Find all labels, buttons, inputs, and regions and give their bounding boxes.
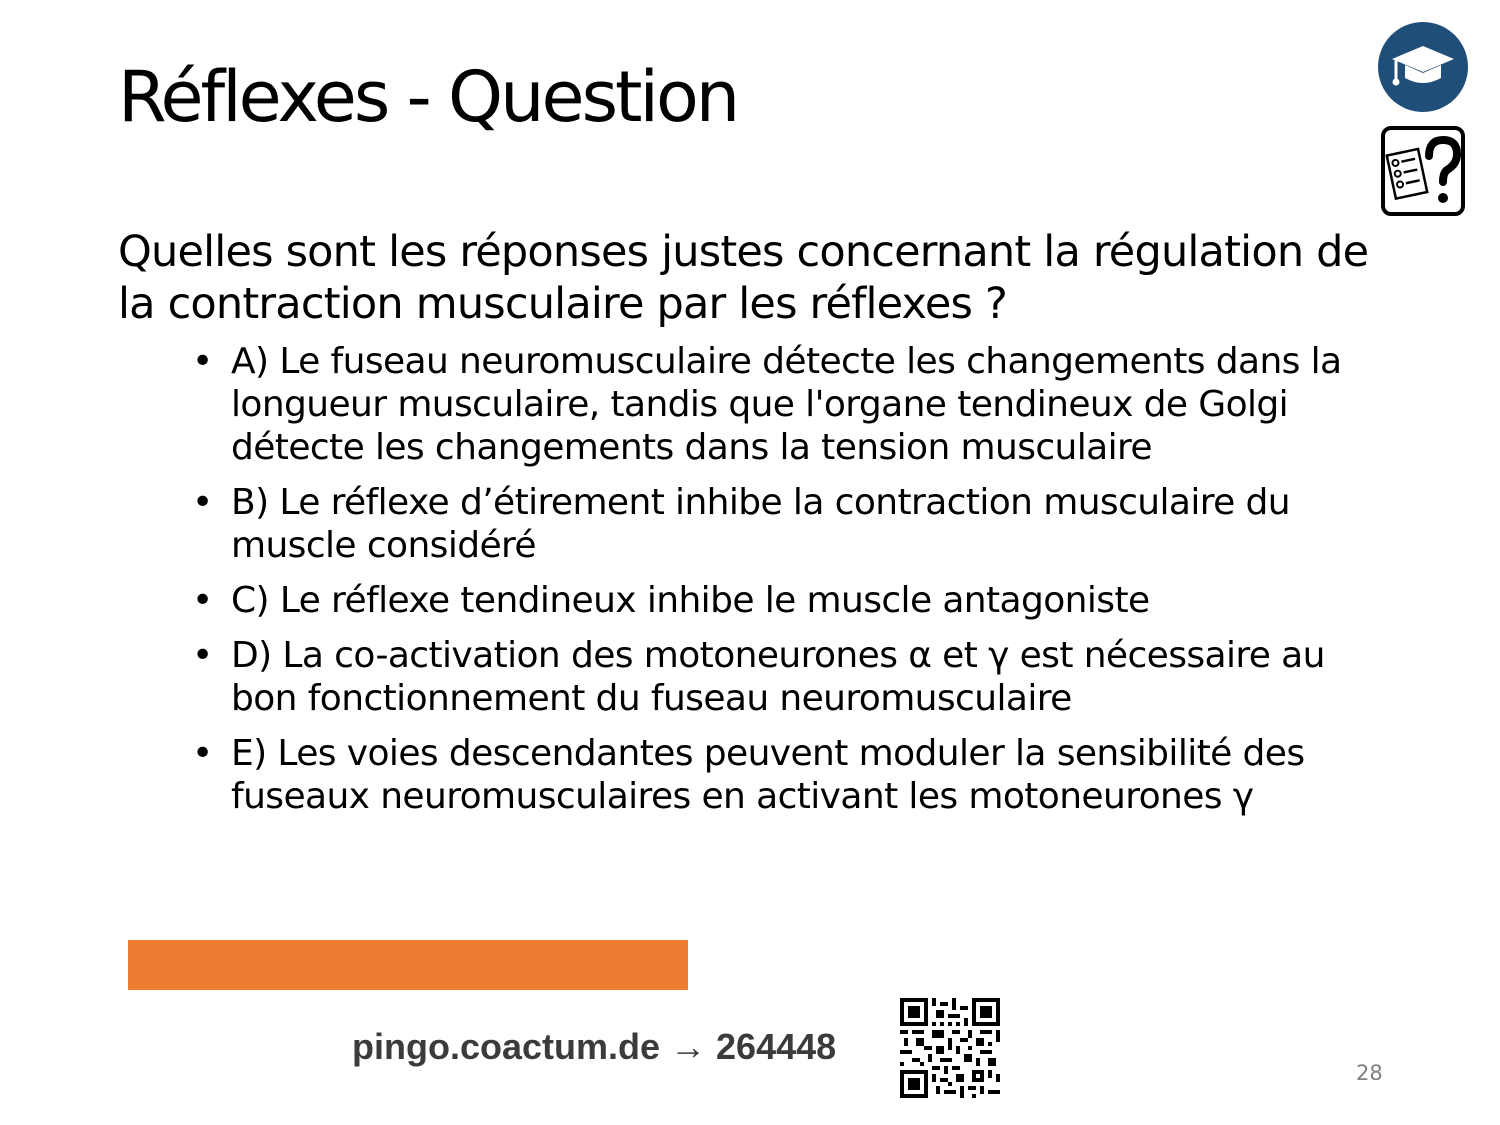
option-d-text: D) La co-activation des motoneurones α et γ est nécessaire au bon fonctionnement du fuseau neuromusculaire — [231, 635, 1325, 719]
option-a-text: A) Le fuseau neuromusculaire détecte les changements dans la longueur musculaire, tandis que l'organe tendineux de Golgi détecte les changements dans la tension musculaire — [231, 341, 1342, 468]
qr-code-icon — [900, 998, 1000, 1098]
bullet: • — [192, 341, 213, 382]
pingo-link-text: pingo.coactum.de → 264448 — [352, 1026, 837, 1067]
page-number: 28 — [1356, 1061, 1383, 1085]
bullet: • — [192, 482, 213, 523]
bullet: • — [192, 733, 213, 774]
option-e-text: E) Les voies descendantes peuvent moduler la sensibilité des fuseaux neuromusculaires en activant les motoneurones γ — [231, 733, 1305, 817]
graduation-cap-icon — [1378, 22, 1468, 112]
option-d — [190, 634, 1390, 720]
option-b — [190, 481, 1390, 567]
option-e — [190, 732, 1390, 818]
question-text: Quelles sont les réponses justes concernant la régulation de la contraction musculaire par les réflexes ? — [118, 227, 1369, 329]
answer-options-list — [190, 340, 1390, 830]
option-c-text: C) Le réflexe tendineux inhibe le muscle antagoniste — [231, 580, 1150, 621]
option-c — [190, 579, 1390, 622]
slide-title: Réflexes - Question — [118, 56, 738, 138]
option-b-text: B) Le réflexe d’étirement inhibe la contraction musculaire du muscle considéré — [231, 482, 1291, 566]
bullet: • — [192, 635, 213, 676]
bullet: • — [192, 580, 213, 621]
orange-accent-bar — [128, 940, 688, 990]
option-a — [190, 340, 1390, 469]
quiz-checklist-question-icon — [1381, 126, 1465, 216]
